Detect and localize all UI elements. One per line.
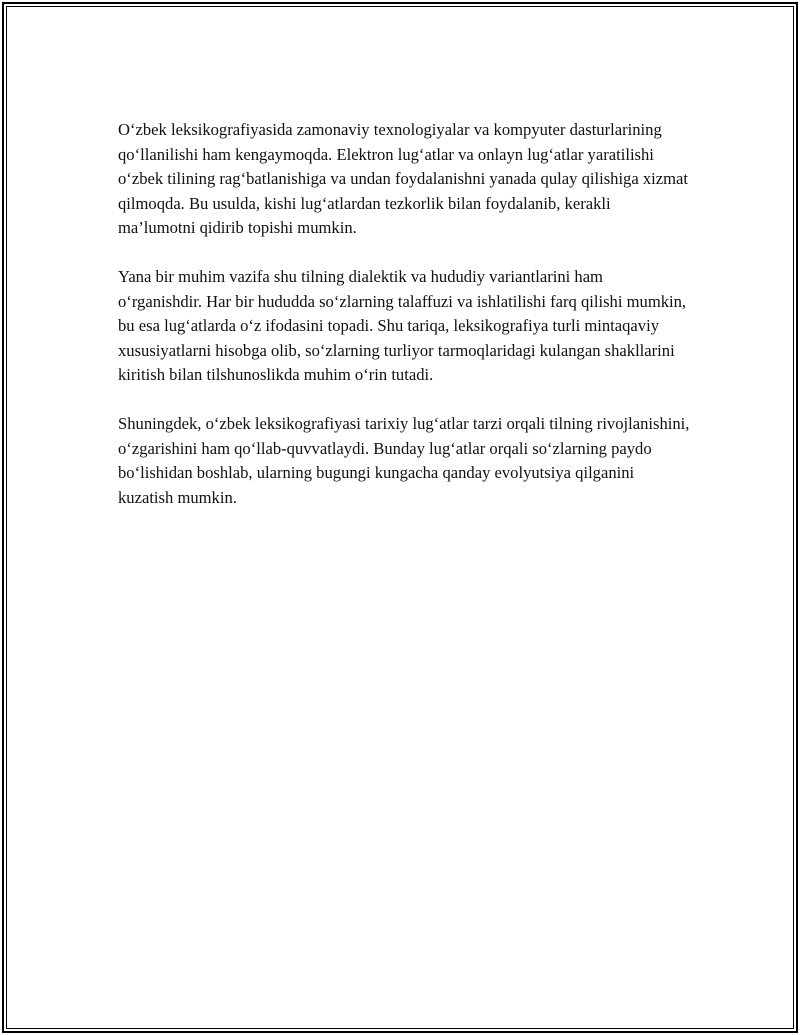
paragraph-1: O‘zbek leksikografiyasida zamonaviy texnologiyalar va kompyuter dasturlarining qo‘llanilishi ham kengaymoqda. Elektron lug‘atlar va onlayn lug‘atlar yaratilishi o‘zbek tilining rag‘batlanishiga va undan foydalanishni yanada qulay qilishiga xizmat qilmoqda. Bu usulda, kishi lug‘atlardan tezkorlik bilan foydalanib, kerakli ma’lumotni qidirib topishi mumkin. bbox=[118, 120, 689, 237]
paragraph-2: Yana bir muhim vazifa shu tilning dialektik va hududiy variantlarini ham o‘rganishdir. Har bir hududda so‘zlarning talaffuzi va ishlatilishi farq qilishi mumkin, bu esa lug‘atlarda o‘z ifodasini topadi. Shu tariqa, leksikografiya turli mintaqaviy xususiyatlarni hisobga olib, so‘zlarning turliyor tarmoqlaridagi kulangan shakllarini kiritish bilan tilshunoslikda muhim o‘rin tutadi. bbox=[118, 267, 687, 384]
document-body bbox=[118, 118, 690, 535]
paragraph-3: Shuningdek, o‘zbek leksikografiyasi tarixiy lug‘atlar tarzi orqali tilning rivojlanishini, o‘zgarishini ham qo‘llab-quvvatlaydi. Bunday lug‘atlar orqali so‘zlarning paydo bo‘lishidan boshlab, ularning bugungi kungacha qanday evolyutsiya qilganini kuzatish mumkin. bbox=[118, 414, 690, 507]
